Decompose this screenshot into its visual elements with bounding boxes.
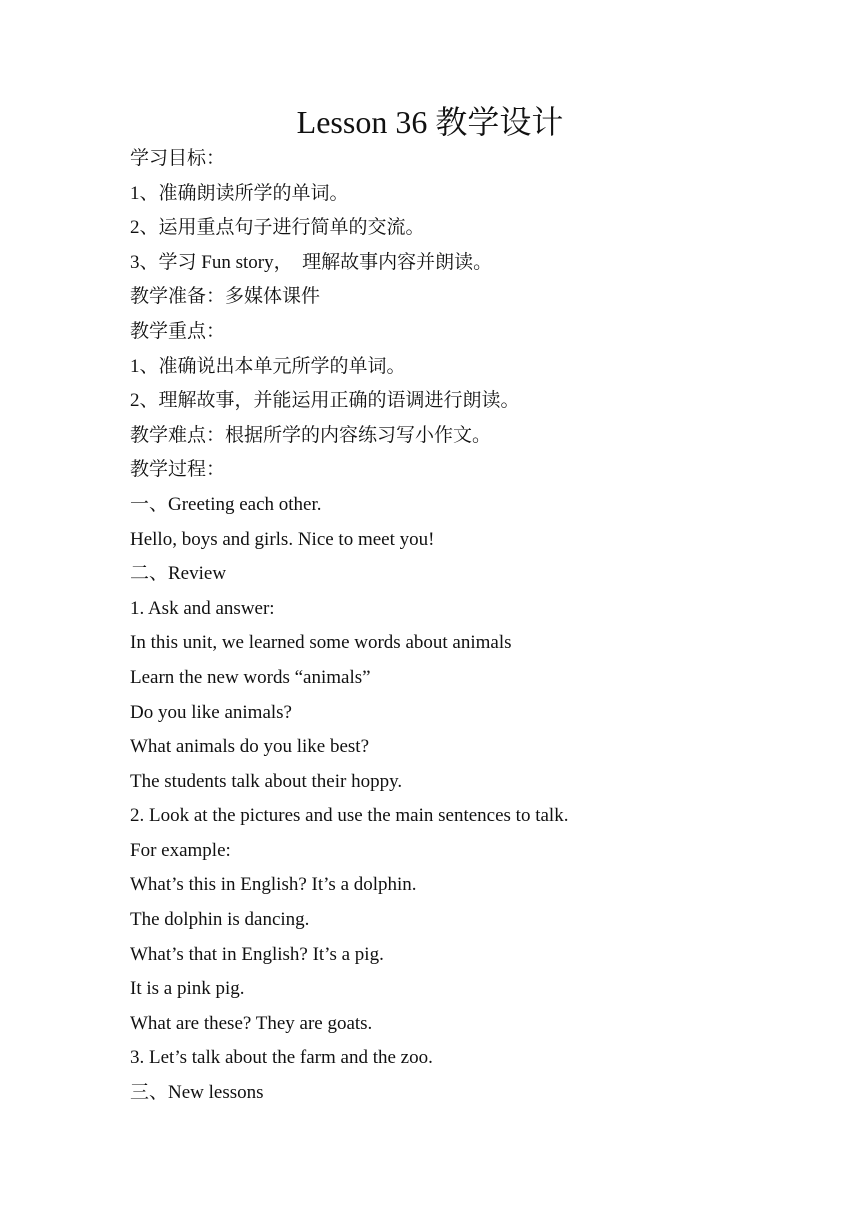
text-line: The dolphin is dancing. xyxy=(130,909,310,931)
text-line: 二、Review xyxy=(130,563,227,585)
text-line: In this unit, we learned some words about animals xyxy=(130,632,512,654)
text-line: The students talk about their hoppy. xyxy=(130,770,403,792)
text-line: 教学过程： xyxy=(130,459,226,481)
text-line: 2、运用重点句子进行简单的交流。 xyxy=(130,217,425,239)
text-line: 2、理解故事，并能运用正确的语调进行朗读。 xyxy=(130,390,520,412)
text-line: Hello, boys and girls. Nice to meet you! xyxy=(130,528,435,550)
text-line: 2. Look at the pictures and use the main sentences to talk. xyxy=(130,805,569,827)
text-line: 三、New lessons xyxy=(130,1082,264,1104)
text-line: 教学重点： xyxy=(130,320,226,342)
text-line: What animals do you like best? xyxy=(130,736,370,758)
text-line: 3、学习 Fun story， 理解故事内容并朗读。 xyxy=(130,251,493,273)
text-line: Learn the new words “animals” xyxy=(130,666,371,688)
text-line: It is a pink pig. xyxy=(130,978,245,1000)
text-line: 1、准确说出本单元所学的单词。 xyxy=(130,355,406,377)
text-line: What’s this in English? It’s a dolphin. xyxy=(130,874,417,896)
text-line: What’s that in English? It’s a pig. xyxy=(130,943,384,965)
text-line: What are these? They are goats. xyxy=(130,1012,373,1034)
text-line: For example: xyxy=(130,839,231,861)
text-line: 1、准确朗读所学的单词。 xyxy=(130,182,349,204)
document-body xyxy=(130,142,810,1111)
text-line: 教学准备：多媒体课件 xyxy=(130,286,321,308)
text-line: 学习目标： xyxy=(130,148,226,169)
text-line: 1. Ask and answer: xyxy=(130,597,275,619)
text-line: Do you like animals? xyxy=(130,701,292,723)
text-line: 一、Greeting each other. xyxy=(130,493,322,515)
text-line: 3. Let’s talk about the farm and the zoo. xyxy=(130,1047,433,1069)
document-title: Lesson 36 教学设计 xyxy=(296,104,564,140)
text-line: 教学难点：根据所学的内容练习写小作文。 xyxy=(130,424,492,446)
